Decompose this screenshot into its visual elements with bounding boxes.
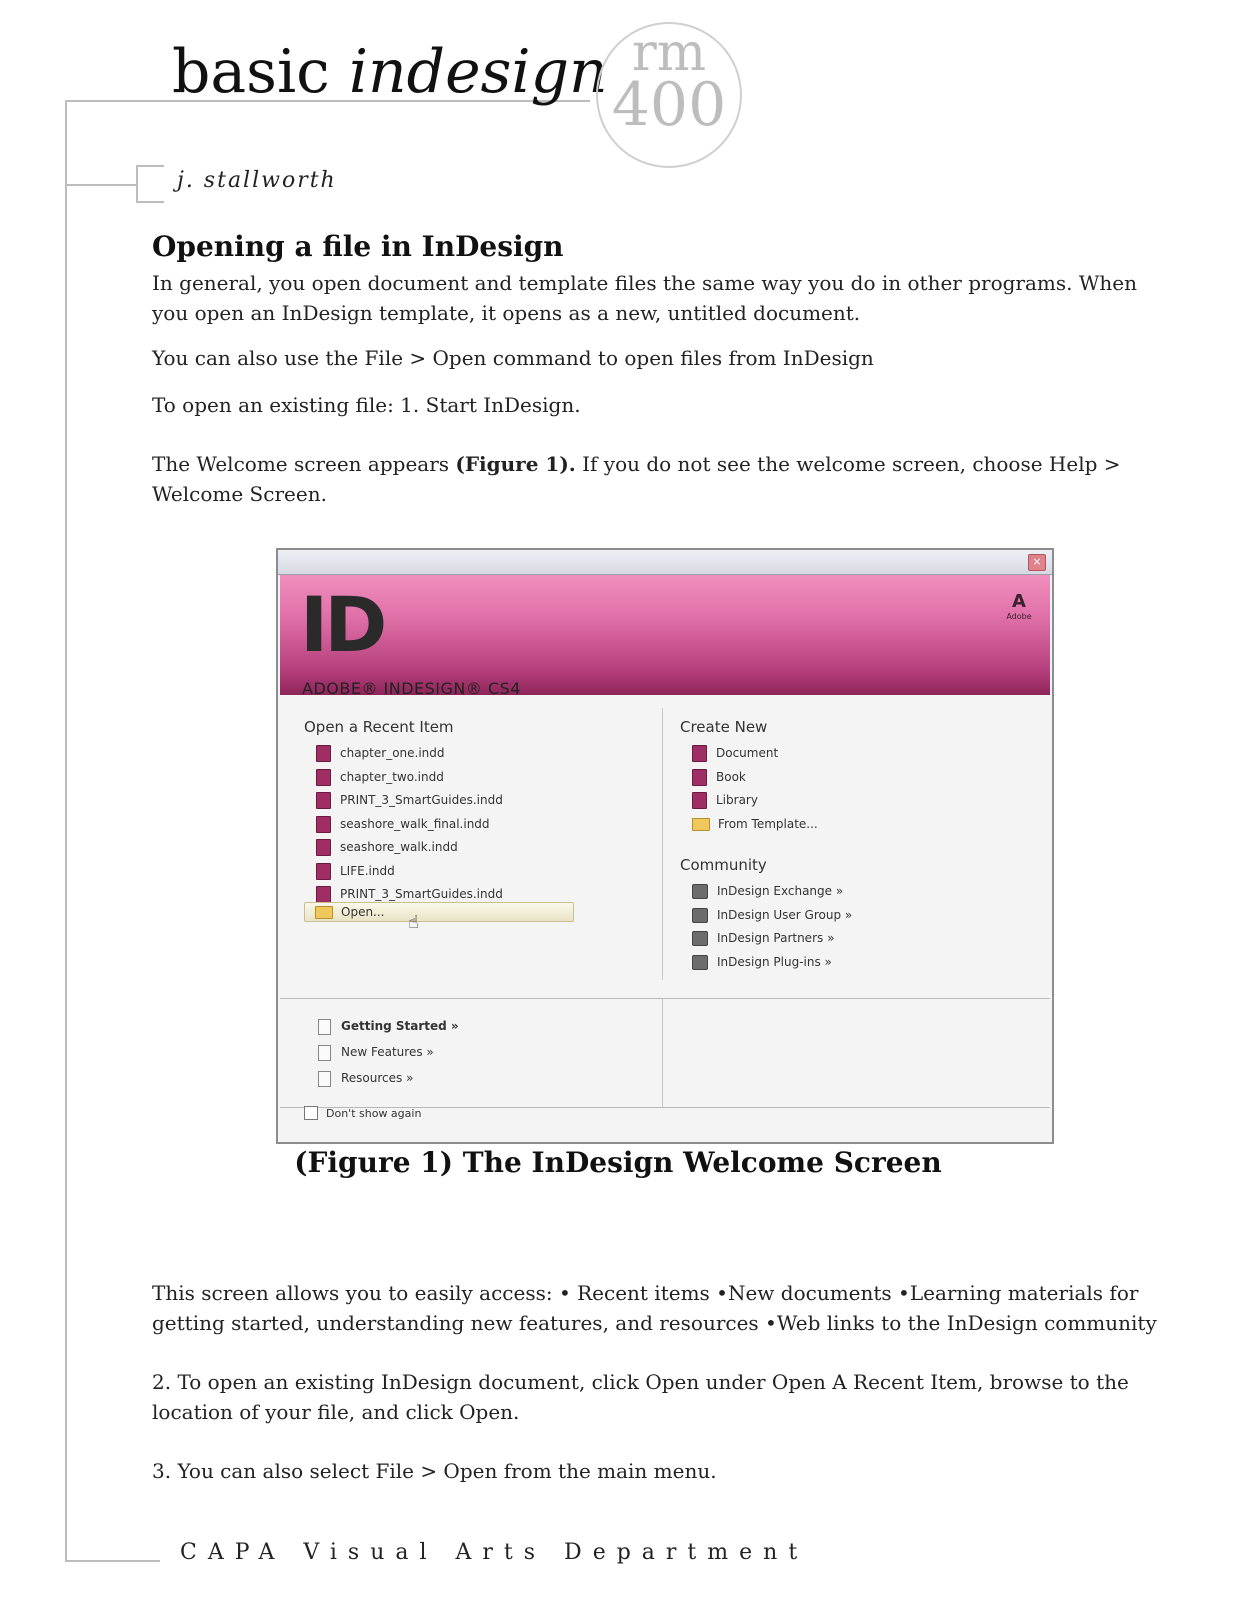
recent-item[interactable]: PRINT_3_SmartGuides.indd [316, 789, 503, 813]
close-icon[interactable]: × [1028, 554, 1046, 571]
getting-started-link[interactable]: Getting Started » [318, 1014, 459, 1040]
community-link[interactable]: InDesign Partners » [692, 927, 852, 951]
indd-file-icon [316, 769, 331, 786]
folder-icon [315, 906, 333, 919]
checkbox-icon [304, 1106, 318, 1120]
recent-section-title: Open a Recent Item [304, 718, 454, 736]
indesign-logo: ID [300, 580, 384, 669]
hand-cursor-icon: ☝ [408, 912, 419, 933]
adobe-label: Adobe [1006, 612, 1032, 621]
welcome-text-b: If you do not see the welcome screen, choose Help > Welcome Screen. [152, 452, 1121, 506]
indd-file-icon [316, 745, 331, 762]
recent-item[interactable]: seashore_walk.indd [316, 836, 503, 860]
paragraph-file-open: You can also use the File > Open command to open files from InDesign [152, 346, 874, 370]
document-icon [692, 745, 707, 762]
title-plain: basic [172, 37, 330, 107]
dont-show-checkbox[interactable]: Don't show again [304, 1106, 421, 1120]
column-divider-bottom [662, 999, 663, 1107]
section-heading: Opening a file in InDesign [152, 230, 564, 263]
title-italic: indesign [348, 37, 608, 107]
paragraph-intro: In general, you open document and template files the same way you do in other programs. When you open an InDesign template, it opens as a new, untitled document. [152, 271, 1138, 325]
community-link[interactable]: InDesign User Group » [692, 904, 852, 928]
figure-caption: (Figure 1) The InDesign Welcome Screen [294, 1146, 942, 1179]
paragraph-step-2: 2. To open an existing InDesign document, click Open under Open A Recent Item, browse to the location of your file, and click Open. [152, 1370, 1129, 1424]
community-link[interactable]: InDesign Plug-ins » [692, 951, 852, 975]
author-bracket [136, 165, 164, 203]
community-section-title: Community [680, 856, 767, 874]
figure-ref: (Figure 1). [455, 452, 576, 476]
paragraph-step-3: 3. You can also select File > Open from the main menu. [152, 1459, 717, 1483]
create-book-link[interactable]: Book [692, 766, 818, 790]
indd-file-icon [316, 863, 331, 880]
recent-item[interactable]: chapter_two.indd [316, 766, 503, 790]
web-link-icon [692, 908, 708, 923]
library-icon [692, 792, 707, 809]
indd-file-icon [316, 839, 331, 856]
indd-file-icon [316, 792, 331, 809]
window-titlebar [278, 550, 1052, 575]
recent-item[interactable]: seashore_walk_final.indd [316, 813, 503, 837]
learning-links-list [318, 1014, 459, 1092]
room-badge [596, 22, 742, 168]
adobe-logo-icon [1002, 593, 1036, 621]
paragraph-step-1: To open an existing file: 1. Start InDesign. [152, 393, 581, 417]
recent-item[interactable]: chapter_one.indd [316, 742, 503, 766]
community-links-list [692, 880, 852, 974]
resources-link[interactable]: Resources » [318, 1066, 459, 1092]
page-icon [318, 1019, 331, 1035]
paragraph-access-list: This screen allows you to easily access: • Recent items •New documents •Learning materials for getting started, understanding new features, and resources •Web links to the InDesign community [152, 1281, 1157, 1335]
folder-icon [692, 818, 710, 831]
web-link-icon [692, 884, 708, 899]
product-name: ADOBE® INDESIGN® CS4 [302, 679, 521, 698]
create-items-list [692, 742, 818, 836]
open-button[interactable]: Open... [304, 902, 574, 922]
product-banner [280, 575, 1050, 698]
create-library-link[interactable]: Library [692, 789, 818, 813]
create-section-title: Create New [680, 718, 768, 736]
section-divider [280, 998, 1050, 999]
recent-item[interactable]: LIFE.indd [316, 860, 503, 884]
page-icon [318, 1045, 331, 1061]
document-title [172, 37, 608, 107]
paragraph-welcome [152, 449, 1162, 509]
create-document-link[interactable]: Document [692, 742, 818, 766]
from-template-link[interactable]: From Template... [692, 813, 818, 837]
department-footer: CAPA Visual Arts Department [180, 1540, 809, 1565]
welcome-text-a: The Welcome screen appears [152, 452, 456, 476]
frame-line-vertical [65, 100, 67, 1562]
indd-file-icon [316, 816, 331, 833]
community-link[interactable]: InDesign Exchange » [692, 880, 852, 904]
indd-file-icon [316, 886, 331, 903]
badge-line2: 400 [611, 70, 727, 140]
frame-line-bottom [65, 1560, 160, 1562]
column-divider-top [662, 708, 663, 980]
web-link-icon [692, 955, 708, 970]
recent-item[interactable]: PRINT_3_SmartGuides.indd [316, 883, 503, 907]
new-features-link[interactable]: New Features » [318, 1040, 459, 1066]
recent-items-list [316, 742, 503, 907]
badge-line1: rm [631, 23, 707, 83]
page-icon [318, 1071, 331, 1087]
frame-line-author [65, 184, 137, 186]
adobe-mark: A [1012, 591, 1026, 612]
book-icon [692, 769, 707, 786]
author-name: j. stallworth [177, 168, 337, 193]
web-link-icon [692, 931, 708, 946]
welcome-screen-figure [276, 548, 1054, 1144]
